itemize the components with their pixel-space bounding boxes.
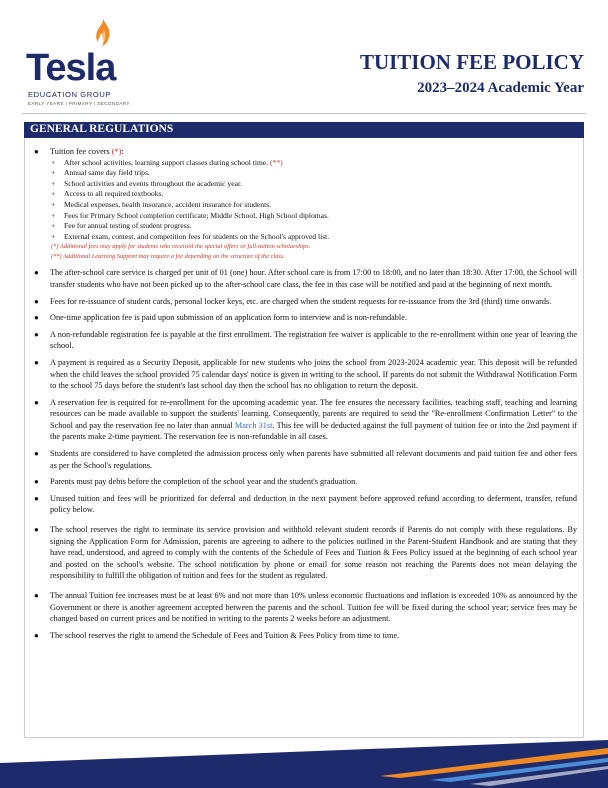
list-item: [31, 146, 577, 262]
list-item: ● Fees for re-issuance of student cards, personal locker keys, etc. are charged when the student requests for re-issuance from the 3rd (third) time onwards.: [31, 296, 577, 308]
document-title: TUITION FEE POLICY: [359, 50, 584, 74]
document-subtitle: 2023–2024 Academic Year: [417, 80, 584, 96]
deadline-date: March 31st: [234, 420, 273, 430]
item-lead: Tuition fee covers: [50, 147, 112, 156]
sub-item: + Medical expenses, health insurance, accident insurance for students.: [50, 200, 577, 211]
logo-wordmark: Tesla: [26, 47, 116, 89]
sub-item: + Fee for annual testing of student progress.: [50, 221, 577, 232]
logo-subtitle: EDUCATION GROUP: [28, 90, 112, 99]
sub-item: + School activities and events throughout the academic year.: [50, 179, 577, 190]
list-item: ● A non-refundable registration fee is payable at the first enrollment. The registration fee waiver is applicable to the re-enrollment within one year of leaving the school.: [31, 329, 577, 352]
item-lead-end: :: [121, 147, 124, 156]
list-item: ● One-time application fee is paid upon submission of an application form to interview and is non-refundable.: [31, 312, 577, 324]
tesla-logo: [22, 14, 152, 114]
sub-item: + Access to all required textbooks.: [50, 189, 577, 200]
covered-items-list: [50, 158, 577, 243]
footnote: (**) Additional Learning Support may require a fee depending on the structure of the class.: [51, 253, 286, 261]
list-item: ● Students are considered to have completed the admission process only when parents have submitted all relevant documents and paid tuition fee and other fees as per the School's regulations.: [31, 448, 577, 471]
list-item: ● Parents must pay debts before the completion of the school year and the student's graduation.: [31, 476, 577, 488]
list-item: ● A payment is required as a Security Deposit, applicable for new students who joins the school from 2023-2024 academic year. This deposit will be refunded when the child leaves the school provided 75 calendar days' notice is given in writing to the school. If parents do not submit the Withdrawal Notification Form to the school 75 days before the student's last school day then the school has no obligation to return the deposit.: [31, 357, 577, 392]
list-item: ● The school reserves the right to terminate its service provision and withhold relevant student records if Parents do not comply with these regulations. By signing the Application Form for Admission, parents are agreeing to adhere to the policies outlined in the Parent-Student Handbook and are stating that they have read, understood, and agreed to comply with the contents of the Schedule of Fees and Tuition & Fees Policy issued at the beginning of each school year and posted on the school's website. The school notification by phone or email for some reason not reaching the Parents does not mean delaying the responsibility to fulfill the obligation of tuition and fees for the student as regulated.: [31, 524, 577, 582]
footnote-mark: (**): [270, 157, 283, 167]
list-item: ● A reservation fee is required for re-enrollment for the upcoming academic year. The fee ensures the necessary facilities, teaching staff, teaching and learning resources can be made available to support the students' learning. Consequently, parents are required to send the "Re-enrollment Confirmation Letter" to the School and pay the reservation fee no later than annual March 31st. This fee will be deducted against the full payment of tuition fee or into the 2nd payment if the parents make 2-time payment. The reservation fee is non-refundable in all cases.: [31, 397, 577, 443]
sub-item: + Fees for Primary School completion certificate; Middle School, High School diplomas.: [50, 211, 577, 222]
footer-decoration: [0, 728, 608, 788]
list-item: ● The after-school care service is charged per unit of 01 (one) hour. After school care is from 17:00 to 18:00, and no later than 18:30. After 17:00, the School will transfer students who have not been picked up to the after-school care class, the fee in this case will be notified and paid at the beginning of next month.: [31, 267, 577, 290]
sub-item: + After school activities, learning support classes during school time. (**): [50, 158, 577, 169]
flame-icon: [92, 18, 114, 48]
regulations-box: [24, 138, 584, 738]
footnote-mark: (*): [111, 147, 122, 156]
sub-item: + External exam, contest, and competition fees for students on the School's approved list.: [50, 232, 577, 243]
logo-tagline: EARLY YEARS | PRIMARY | SECONDARY: [28, 101, 130, 106]
footnote: (*) Additional fees may apply for students who received the special offers or full-tuition scholarships.: [51, 243, 311, 251]
regulations-list: [31, 146, 577, 641]
list-item: ● Unused tuition and fees will be prioritized for deferral and deduction in the next payment before approved refund according to deferment, transfer, refund policy below.: [31, 493, 577, 516]
section-heading: GENERAL REGULATIONS: [30, 123, 174, 135]
list-item: ● The annual Tuition fee increases must be at least 6% and not more than 10% unless economic fluctuations and inflation is exceeded 10% as announced by the Government or there is another agreement accepted between the parents and the school. Tuition fee will be fixed during the school year; service fees may be changed based on current prices and be notified in writing to the parents 2 weeks before an adjustment.: [31, 590, 577, 625]
sub-item: + Annual same day field trips.: [50, 168, 577, 179]
header-divider: [22, 113, 586, 114]
list-item: ● The school reserves the right to amend the Schedule of Fees and Tuition & Fees Policy from time to time.: [31, 630, 577, 642]
section-header-bar: [24, 122, 584, 138]
